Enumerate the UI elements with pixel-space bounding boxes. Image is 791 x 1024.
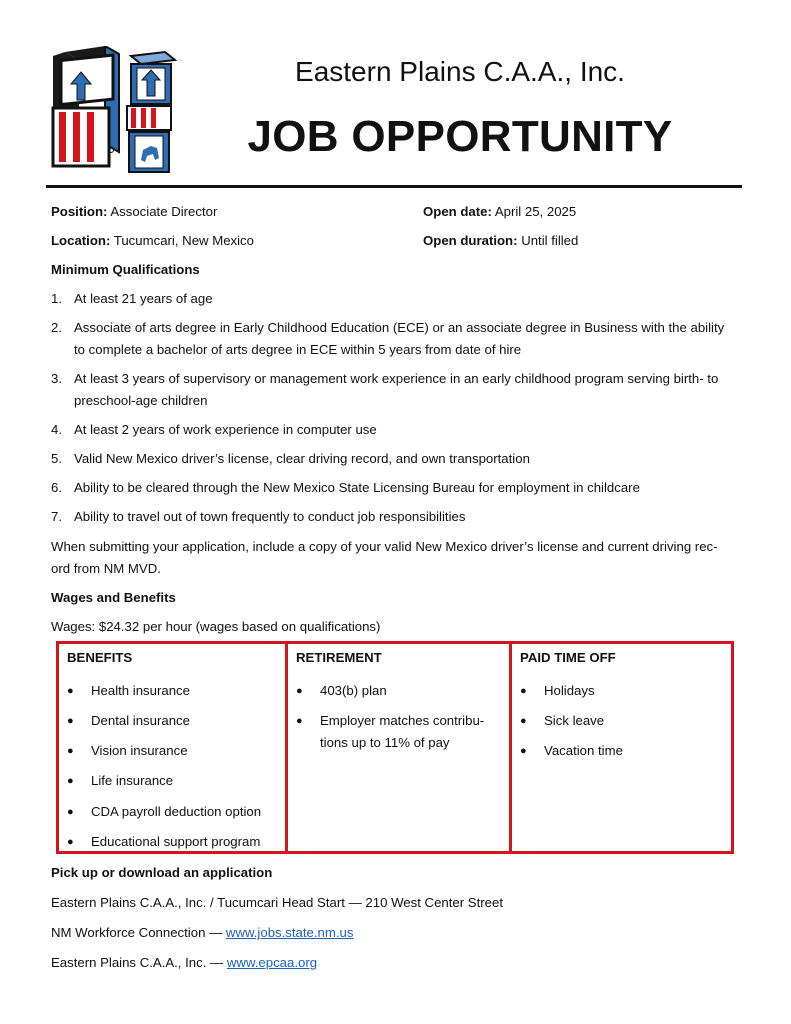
retirement-heading: RETIREMENT xyxy=(296,650,382,665)
list-text: At least 21 years of age xyxy=(74,291,213,306)
qualifications-heading: Minimum Qualifications xyxy=(51,262,200,277)
list-text: Vacation time xyxy=(544,743,623,758)
header-divider xyxy=(46,185,742,188)
location-value: Tucumcari, New Mexico xyxy=(113,233,254,248)
location-label: Location: xyxy=(51,233,111,248)
position-label: Position: xyxy=(51,204,108,219)
list-text: Ability to travel out of town frequently to conduct job responsibilities xyxy=(74,509,466,524)
list-number: 7. xyxy=(51,509,62,524)
list-text: Dental insurance xyxy=(91,713,190,728)
application-address: Eastern Plains C.A.A., Inc. / Tucumcari Head Start — 210 West Center Street xyxy=(51,895,503,910)
list-text: Associate of arts degree in Early Childhood Education (ECE) or an associate degree in Business with the ability xyxy=(74,320,725,335)
benefits-table xyxy=(56,641,734,854)
page-title: JOB OPPORTUNITY xyxy=(247,112,673,161)
bullet-icon: ● xyxy=(520,685,527,697)
bullet-icon: ● xyxy=(67,745,74,757)
list-text: Valid New Mexico driver’s license, clear driving record, and own transportation xyxy=(74,451,530,466)
logo-blocks-icon xyxy=(47,46,177,178)
list-text: Life insurance xyxy=(91,773,174,788)
epcaa-link[interactable]: www.epcaa.org xyxy=(226,955,318,970)
open-duration-label: Open duration: xyxy=(423,233,518,248)
list-text: Employer matches contribu- xyxy=(320,713,485,728)
list-number: 6. xyxy=(51,480,62,495)
retirement-column xyxy=(288,644,512,851)
bullet-icon: ● xyxy=(296,685,303,697)
epcaa-label: Eastern Plains C.A.A., Inc. — xyxy=(51,955,227,970)
bullet-icon: ● xyxy=(67,836,74,848)
list-number: 5. xyxy=(51,451,62,466)
list-text: Ability to be cleared through the New Mexico State Licensing Bureau for employment in childcare xyxy=(74,480,640,495)
org-name: Eastern Plains C.A.A., Inc. xyxy=(295,56,625,87)
epcaa-line xyxy=(51,954,317,972)
list-text: 403(b) plan xyxy=(320,683,387,698)
list-text: Vision insurance xyxy=(91,743,188,758)
benefits-heading: BENEFITS xyxy=(67,650,133,665)
bullet-icon: ● xyxy=(520,745,527,757)
bullet-icon: ● xyxy=(67,685,74,697)
position-field xyxy=(51,203,217,221)
benefits-column xyxy=(59,644,288,851)
list-text: Educational support program xyxy=(91,834,261,849)
bullet-icon: ● xyxy=(67,775,74,787)
list-text: Sick leave xyxy=(544,713,605,728)
open-date-value: April 25, 2025 xyxy=(494,204,577,219)
submission-note xyxy=(51,536,718,580)
list-number: 2. xyxy=(51,320,62,335)
location-field xyxy=(51,232,254,250)
open-duration-field xyxy=(423,232,578,250)
list-text: At least 2 years of work experience in computer use xyxy=(74,422,377,437)
wages-text: Wages: $24.32 per hour (wages based on qualifications) xyxy=(51,619,381,634)
open-date-label: Open date: xyxy=(423,204,492,219)
bullet-icon: ● xyxy=(520,715,527,727)
jobs-state-link[interactable]: www.jobs.state.nm.us xyxy=(225,925,354,940)
list-text: preschool-age children xyxy=(74,393,208,408)
list-text: Holidays xyxy=(544,683,595,698)
list-text: tions up to 11% of pay xyxy=(320,735,450,750)
submission-note-line: When submitting your application, include a copy of your valid New Mexico driver’s license and current driving rec- xyxy=(51,539,718,554)
paid-time-off-column xyxy=(512,644,731,851)
paid-time-off-heading: PAID TIME OFF xyxy=(520,650,616,665)
bullet-icon: ● xyxy=(67,715,74,727)
list-number: 4. xyxy=(51,422,62,437)
workforce-connection-label: NM Workforce Connection — xyxy=(51,925,226,940)
bullet-icon: ● xyxy=(296,715,303,727)
list-text: Health insurance xyxy=(91,683,190,698)
list-number: 3. xyxy=(51,371,62,386)
submission-note-line: ord from NM MVD. xyxy=(51,561,161,576)
application-heading: Pick up or download an application xyxy=(51,865,273,880)
open-date-field xyxy=(423,203,576,221)
list-text: to complete a bachelor of arts degree in ECE within 5 years from date of hire xyxy=(74,342,522,357)
list-text: At least 3 years of supervisory or management work experience in an early childhood program serving birth- to xyxy=(74,371,719,386)
list-text: CDA payroll deduction option xyxy=(91,804,262,819)
bullet-icon: ● xyxy=(67,806,74,818)
position-value: Associate Director xyxy=(110,204,218,219)
list-number: 1. xyxy=(51,291,62,306)
open-duration-value: Until filled xyxy=(521,233,579,248)
workforce-connection-line xyxy=(51,924,353,942)
wages-heading: Wages and Benefits xyxy=(51,590,176,605)
